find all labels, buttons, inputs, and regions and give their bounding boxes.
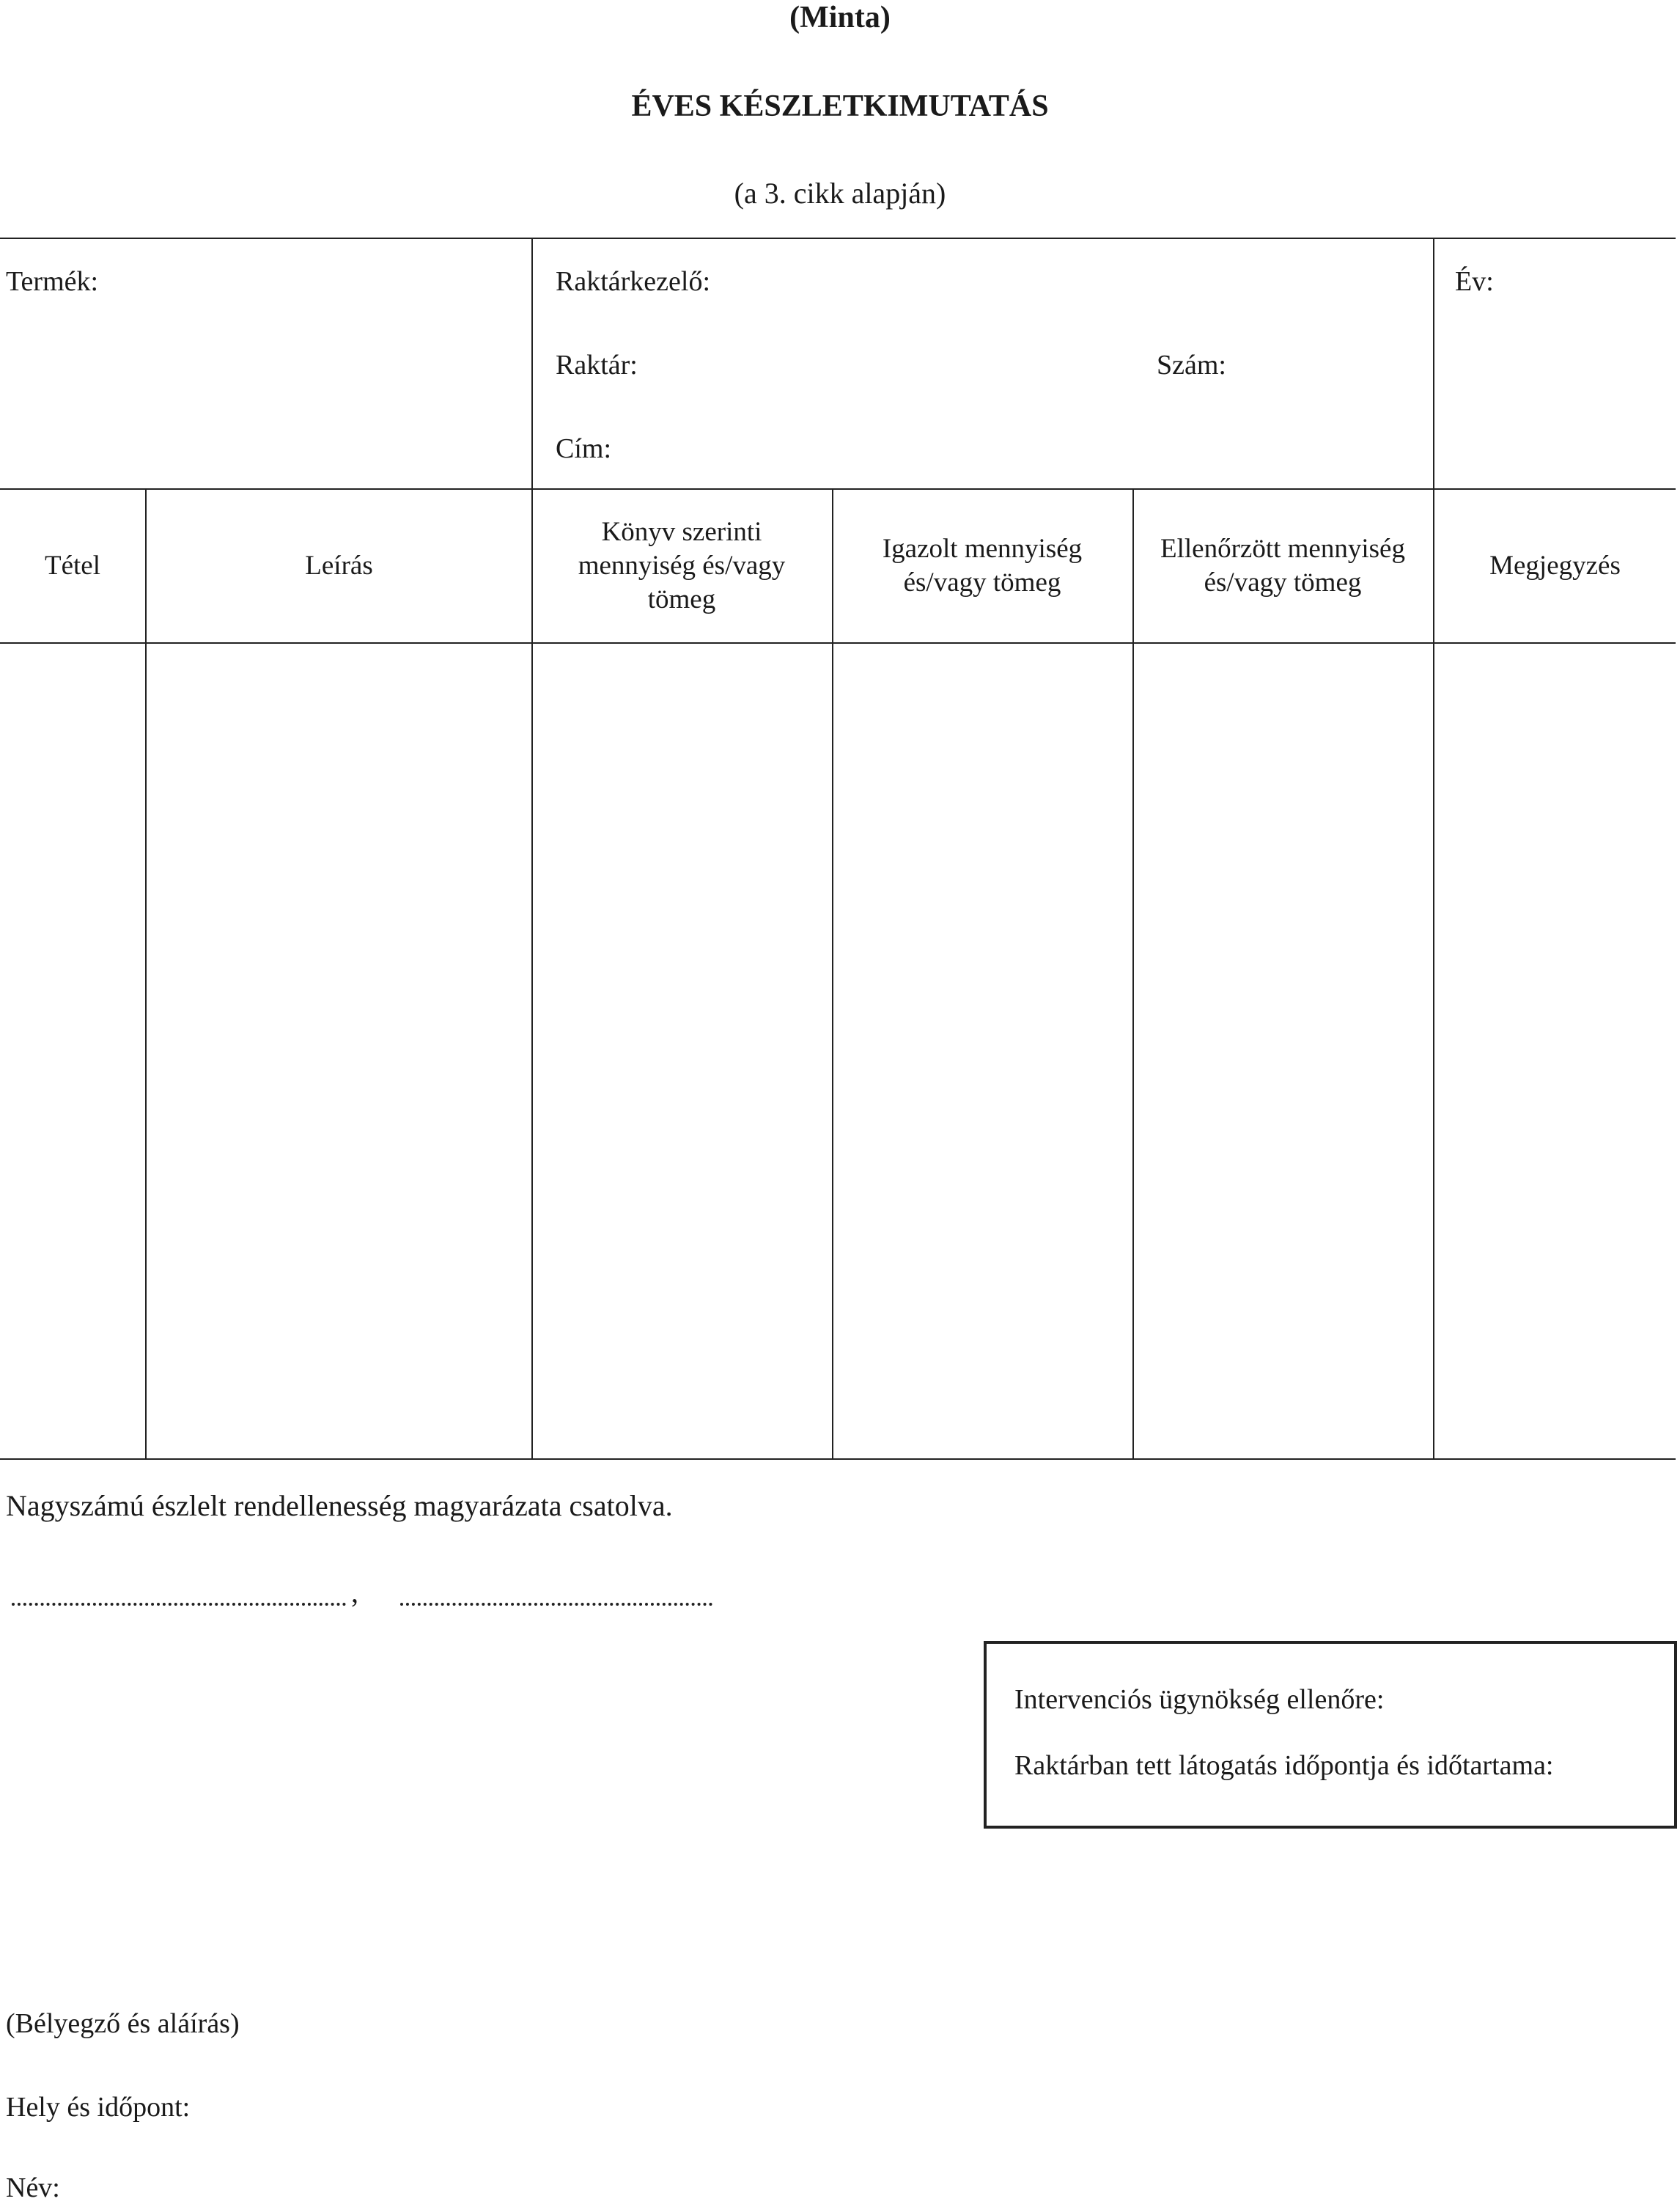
- info-top-border: [0, 238, 1676, 239]
- place-dotted-line: [12, 1603, 346, 1606]
- visit-date-duration-label: Raktárban tett látogatás időpontja és időtartama:: [1014, 1750, 1554, 1781]
- table-col-divider-2: [531, 488, 533, 1459]
- document-title: ÉVES KÉSZLETKIMUTATÁS: [631, 89, 1049, 123]
- table-col-divider-4: [1132, 488, 1134, 1459]
- table-header-bottom-border: [0, 642, 1676, 644]
- inspector-label: Intervenciós ügynökség ellenőre:: [1014, 1684, 1385, 1715]
- warehouse-keeper-label: Raktárkezelő:: [556, 266, 711, 297]
- column-header-item: Tétel: [44, 551, 100, 581]
- year-label: Év:: [1455, 266, 1494, 297]
- number-label: Szám:: [1157, 350, 1226, 381]
- product-label: Termék:: [6, 266, 99, 297]
- info-divider-left: [531, 238, 533, 488]
- table-col-divider-3: [832, 488, 833, 1459]
- column-header-description: Leírás: [305, 551, 373, 581]
- column-header-verified-quantity: Igazolt mennyiség és/vagy tömeg: [882, 534, 1083, 598]
- irregularity-note: Nagyszámú észlelt rendellenesség magyarázata csatolva.: [6, 1489, 673, 1522]
- date-dotted-line: [400, 1603, 712, 1606]
- document-subtitle: (a 3. cikk alapján): [734, 177, 946, 210]
- inspector-box: [984, 1641, 1677, 1829]
- table-bottom-border: [0, 1458, 1676, 1460]
- place-time-label: Hely és időpont:: [6, 2092, 191, 2123]
- column-header-book-quantity: Könyv szerinti mennyiség és/vagy tömeg: [578, 517, 786, 614]
- name-label: Név:: [6, 2172, 60, 2203]
- column-header-checked-quantity: Ellenőrzött mennyiség és/vagy tömeg: [1160, 534, 1405, 598]
- column-header-remarks: Megjegyzés: [1489, 551, 1621, 581]
- place-date-separator: ,: [351, 1576, 358, 1609]
- stamp-signature-label: (Bélyegző és aláírás): [6, 2008, 240, 2039]
- warehouse-label: Raktár:: [556, 350, 638, 381]
- sample-label: (Minta): [789, 1, 891, 34]
- address-label: Cím:: [556, 433, 612, 464]
- info-divider-right: [1433, 238, 1434, 488]
